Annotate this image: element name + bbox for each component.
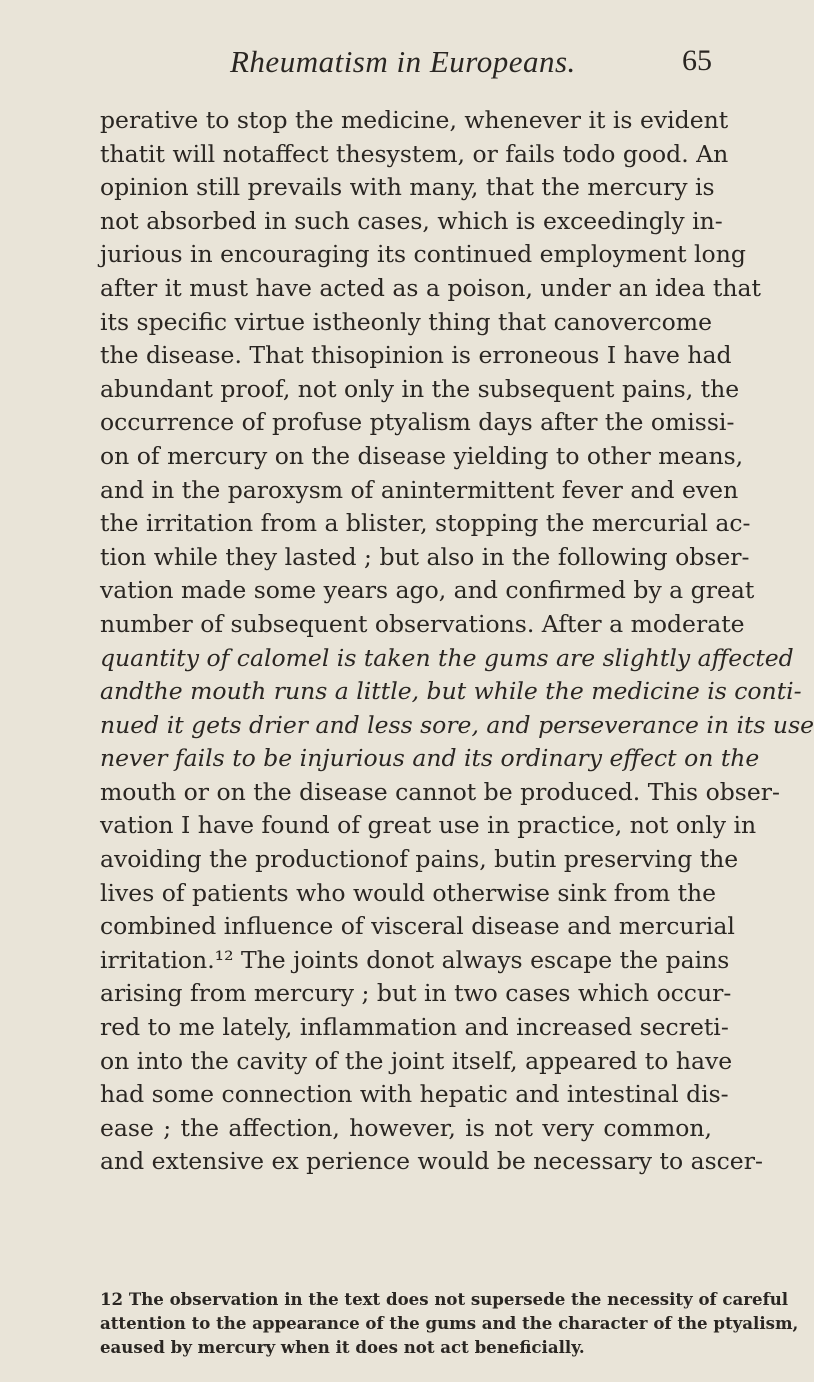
- running-head: [100, 44, 712, 84]
- text-line: and extensive ex perience would be necessary to ascer-: [100, 1147, 763, 1176]
- running-title: Rheumatism in Europeans.: [230, 44, 576, 79]
- text-line-italic: never fails to be injurious and its ordinary effect on the: [100, 744, 760, 773]
- text-line: red to me lately, inflammation and increased secreti-: [100, 1013, 729, 1042]
- text-line: lives of patients who would otherwise sink from the: [100, 878, 717, 907]
- text-line: the irritation from a blister, stopping the mercurial ac-: [100, 509, 751, 538]
- text-line: vation I have found of great use in practice, not only in: [100, 811, 757, 840]
- footnote: [100, 1287, 799, 1359]
- text-line: abundant proof, not only in the subsequent pains, the: [100, 374, 740, 403]
- text-line: avoiding the productionof pains, butin preserving the: [100, 845, 739, 874]
- text-line: the disease. That thisopinion is erroneous I have had: [100, 341, 732, 370]
- text-line-italic: nued it gets drier and less sore, and perseverance in its use: [100, 710, 814, 739]
- text-line: jurious in encouraging its continued employment long: [100, 240, 746, 269]
- text-line: after it must have acted as a poison, under an idea that: [100, 273, 761, 302]
- text-line: combined influence of visceral disease and mercurial: [100, 912, 735, 941]
- footnote-line: attention to the appearance of the gums and the character of the ptyalism,: [100, 1313, 799, 1333]
- text-line: opinion still prevails with many, that the mercury is: [100, 173, 715, 202]
- text-line: thatit will notaffect thesystem, or fails todo good. An: [100, 139, 729, 168]
- text-line: vation made some years ago, and confirmed by a great: [100, 576, 755, 605]
- text-line: tion while they lasted ; but also in the following obser-: [100, 542, 750, 571]
- text-line: ease ; the affection, however, is not very common,: [100, 1113, 712, 1142]
- text-line: irritation.¹² The joints donot always escape the pains: [100, 945, 730, 974]
- text-line-italic: andthe mouth runs a little, but while the medicine is conti-: [100, 677, 802, 706]
- text-line: occurrence of profuse ptyalism days after the omissi-: [100, 408, 735, 437]
- text-line: and in the paroxysm of anintermittent fever and even: [100, 475, 739, 504]
- text-line: not absorbed in such cases, which is exceedingly in-: [100, 206, 723, 235]
- text-line: perative to stop the medicine, whenever it is evident: [100, 106, 729, 134]
- page-number: 65: [682, 44, 712, 77]
- text-line: on into the cavity of the joint itself, appeared to have: [100, 1046, 733, 1075]
- body-text: [100, 104, 814, 1179]
- text-line: on of mercury on the disease yielding to other means,: [100, 441, 744, 470]
- text-line: had some connection with hepatic and intestinal dis-: [100, 1080, 729, 1109]
- text-line-italic: quantity of calomel is taken the gums are slightly affected: [100, 643, 794, 672]
- footnote-line: eaused by mercury when it does not act beneficially.: [100, 1337, 585, 1357]
- text-line: number of subsequent observations. After a moderate: [100, 609, 745, 638]
- text-line: mouth or on the disease cannot be produced. This obser-: [100, 777, 780, 806]
- text-line: its specific virtue istheonly thing that canovercome: [100, 307, 712, 336]
- text-line: arising from mercury ; but in two cases which occur-: [100, 979, 732, 1008]
- footnote-line: 12 The observation in the text does not supersede the necessity of careful: [100, 1289, 789, 1309]
